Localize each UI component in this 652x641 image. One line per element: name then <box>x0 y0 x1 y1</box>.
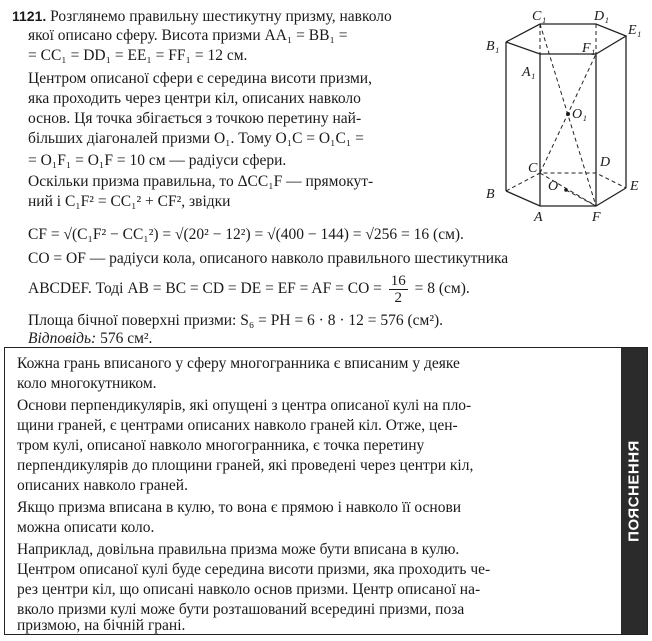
problem-line-7: більших діагоналей призми O₁. Тому O₁C = O₁C₁ = <box>28 130 364 147</box>
explanation-line: щини граней, є центрами описаних навколо граней кіл. Отже, цен- <box>17 417 458 434</box>
problem-line-4: Центром описаної сфери є середина висоти призми, <box>28 70 372 87</box>
explanation-line: коло многокутником. <box>17 375 157 392</box>
label-f1: F₁ <box>582 41 596 56</box>
fraction-numerator: 16 <box>390 272 406 289</box>
explanation-line: перпендикулярів до площини граней, які проведені через центри кіл, <box>17 457 474 474</box>
fraction-denominator: 2 <box>394 289 403 306</box>
explanation-line: Центром описаної кулі буде середина висоти призми, яка проходить че- <box>17 561 491 578</box>
explanation-line: тром кулі, описаної навколо многогранника, є точка перетину <box>17 437 425 454</box>
label-c1: C₁ <box>532 9 547 24</box>
formula-side <box>28 271 470 307</box>
explanation-line: Кожна грань вписаного у сферу многогранника є вписаним у деяке <box>17 355 460 372</box>
prism-figure <box>478 6 648 226</box>
explanation-line: Основи перпендикулярів, які опущені з центра описаної кулі на пло- <box>17 397 472 414</box>
label-b1: B₁ <box>486 39 500 54</box>
explanation-line: Якщо призма вписана в кулю, то вона є прямою і навколо її основи <box>17 499 462 516</box>
explanation-line: вколо призми кулі може бути розташований всередині призми, поза <box>17 601 465 618</box>
top-base <box>506 24 626 54</box>
formula-side-prefix: ABCDEF. Тоді AB = BC = CD = DE = EF = AF = CO = <box>28 280 382 297</box>
problem-line-5: яка проходить через центри кіл, описаних навколо <box>28 90 361 107</box>
problem-line-8: = O₁F₁ = O₁F = 10 см — радіуси сфери. <box>28 152 287 169</box>
problem-line-6: основ. Ця точка збігається з точкою перетину най- <box>28 110 362 127</box>
formula-side-suffix: = 8 (см). <box>414 280 470 297</box>
formula-cf: CF = √(C₁F² − CC₁²) = √(20² − 12²) = √(400 − 144) = √256 = 16 (см). <box>28 226 464 243</box>
sidebar-label: ПОЯСНЕННЯ <box>625 440 643 542</box>
explanation-line: описаних навколо граней. <box>17 477 188 494</box>
explanation-line: Наприклад, довільна правильна призма може бути вписана в кулю. <box>17 541 460 558</box>
problem-line-3: = CC₁ = DD₁ = EE₁ = FF₁ = 12 см. <box>28 47 248 64</box>
label-a: A <box>534 210 543 225</box>
label-o: O <box>548 179 559 194</box>
answer-value: 576 см². <box>100 330 153 347</box>
problem-line-10: ний і C₁F² = CC₁² + CF², звідки <box>28 193 231 210</box>
answer-label: Відповідь: <box>28 330 97 347</box>
label-c: C <box>528 161 538 176</box>
explanation-line: рез центри кіл, що описані навколо основ призми. Центр описаної на- <box>17 581 481 598</box>
problem-line-9: Оскільки призма правильна, то ΔCC₁F — прямокут- <box>28 173 374 190</box>
explanation-line: призмою, на бічній грані. <box>17 617 186 634</box>
problem-line-2: якої описано сферу. Висота призми AA₁ = BB₁ = <box>28 27 348 44</box>
problem-text: Розглянемо правильну шестикутну призму, навколо <box>50 8 392 25</box>
label-d1: D₁ <box>594 9 609 24</box>
label-a1: A₁ <box>522 65 536 80</box>
explanation-sidebar <box>621 348 647 634</box>
area-line: Площа бічної поверхні призми: S₆ = PH = 6 · 8 · 12 = 576 (см²). <box>28 312 444 329</box>
problem-number: 1121. <box>12 8 47 24</box>
label-e: E <box>630 179 639 194</box>
label-d: D <box>600 155 611 170</box>
label-e1: E₁ <box>628 23 642 38</box>
problem-line-1 <box>12 6 392 27</box>
label-o1: O₁ <box>572 107 587 122</box>
fraction <box>389 273 408 306</box>
label-f: F <box>592 210 601 225</box>
explanation-box <box>4 347 648 635</box>
point-o <box>564 188 568 192</box>
label-b: B <box>486 187 495 202</box>
text-co-of: CO = OF — радіуси кола, описаного навколо правильного шестикутника <box>28 250 509 267</box>
point-o1 <box>566 112 570 116</box>
explanation-line: можна описати коло. <box>17 519 155 536</box>
